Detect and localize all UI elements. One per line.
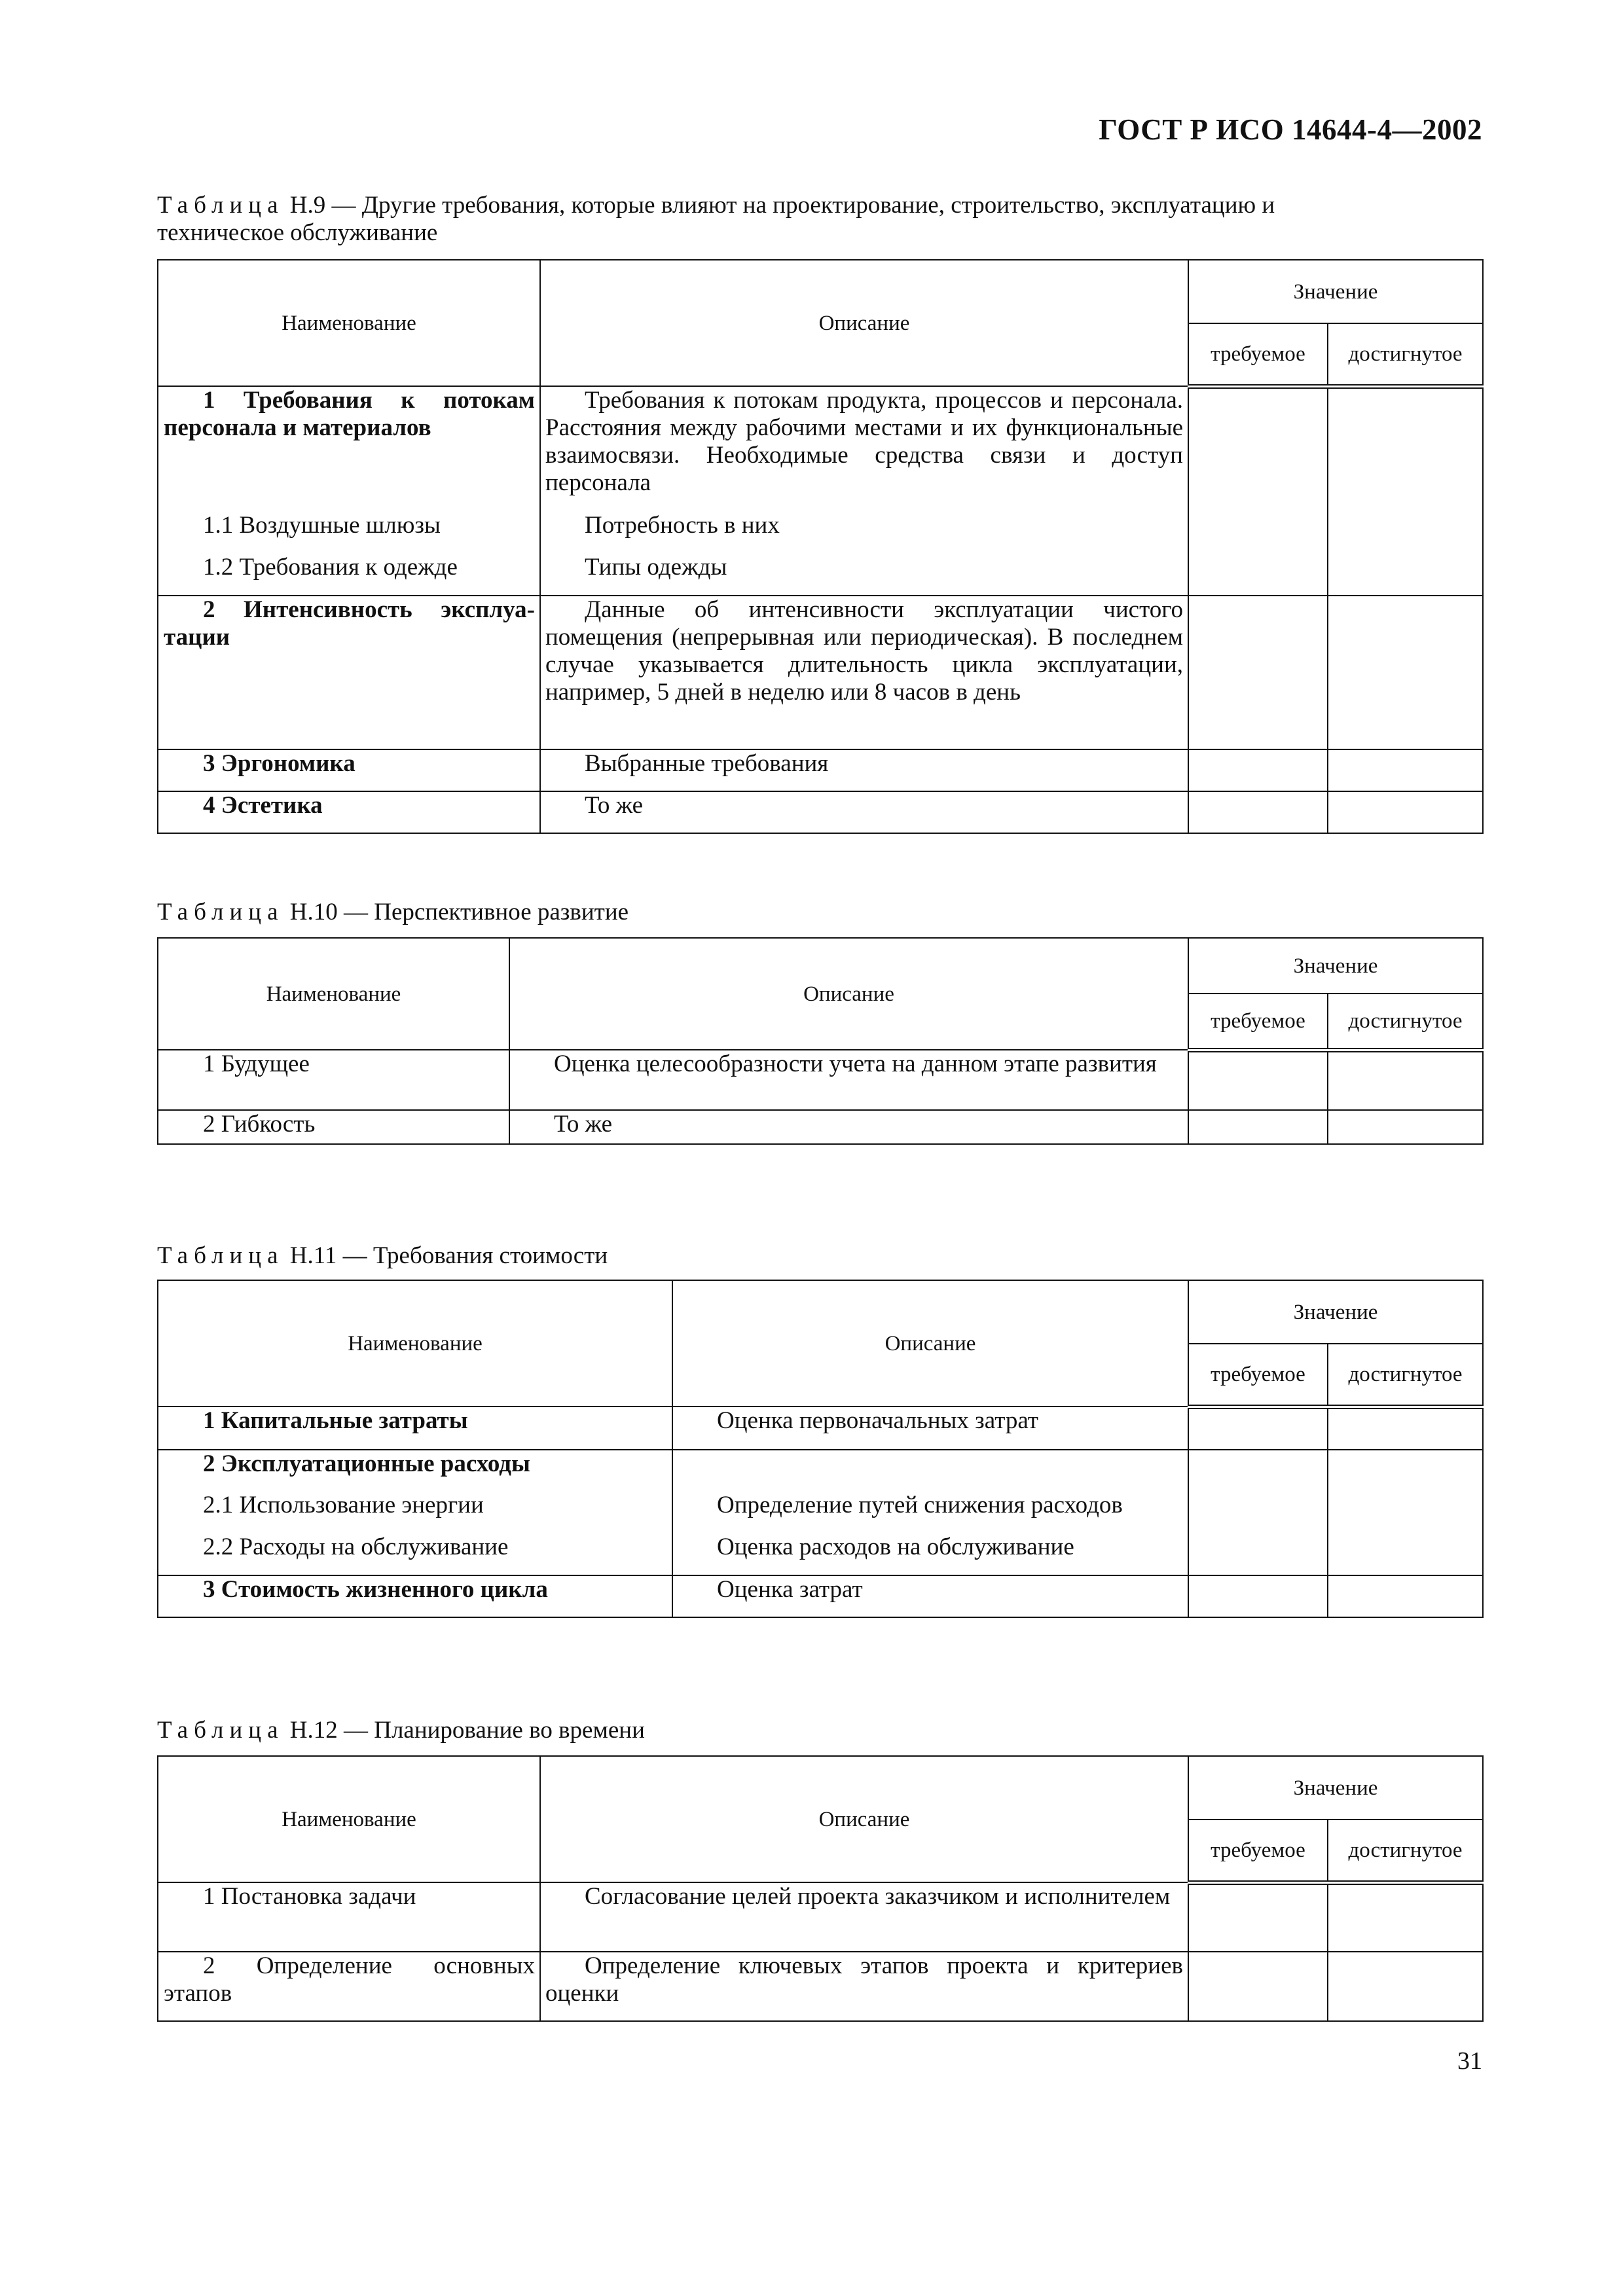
table-label: Таблица bbox=[157, 1242, 284, 1269]
table-label: Таблица bbox=[157, 192, 284, 219]
table-h11 bbox=[157, 1280, 1484, 1618]
row-description: Согласование целей проекта заказчиком и исполнителем bbox=[540, 1882, 1188, 1952]
row-name: 1 Будущее bbox=[158, 1050, 509, 1110]
cell-achieved bbox=[1328, 791, 1483, 833]
table-label: Таблица bbox=[157, 1717, 284, 1744]
row-name: 1.1 Воздушные шлюзы bbox=[158, 512, 540, 554]
cell-achieved bbox=[1328, 1407, 1483, 1450]
row-description: Выбранные требования bbox=[540, 749, 1188, 791]
header-required: требуемое bbox=[1188, 994, 1328, 1050]
cell-achieved bbox=[1328, 1882, 1483, 1952]
row-name: 2 Интенсивность эксплуа- тации bbox=[158, 596, 540, 749]
row-description: Определение ключевых этапов проекта и критериев оценки bbox=[540, 1952, 1188, 2021]
caption-text-line2: техническое обслуживание bbox=[157, 219, 438, 246]
table-row bbox=[158, 1450, 1483, 1492]
row-description: Требования к потокам продукта, процессов и персонала. Расстояния между рабочими местами и их функциональные взаимосвязи. Необходимые средства связи и доступ персонала bbox=[540, 386, 1188, 512]
header-description: Описание bbox=[540, 1756, 1188, 1882]
header-achieved: достигнутое bbox=[1328, 1344, 1483, 1407]
header-description: Описание bbox=[672, 1280, 1188, 1407]
caption-text: Н.11 — Требования стоимости bbox=[289, 1242, 608, 1269]
table-row bbox=[158, 1882, 1483, 1952]
row-description: Определение путей снижения расходов bbox=[672, 1492, 1188, 1534]
header-value: Значение bbox=[1188, 260, 1483, 323]
table-h10-caption bbox=[157, 899, 629, 926]
table-row bbox=[158, 596, 1483, 749]
row-description: Оценка затрат bbox=[672, 1575, 1188, 1617]
caption-text: Н.12 — Планирование во времени bbox=[289, 1717, 645, 1744]
cell-required bbox=[1188, 1575, 1328, 1617]
row-name: 3 Эргономика bbox=[158, 749, 540, 791]
table-row bbox=[158, 749, 1483, 791]
header-required: требуемое bbox=[1188, 323, 1328, 386]
page-number: 31 bbox=[1457, 2047, 1482, 2075]
header-description: Описание bbox=[509, 938, 1188, 1050]
table-row bbox=[158, 386, 1483, 512]
table-h11-caption bbox=[157, 1242, 608, 1270]
row-description: Оценка расходов на обслуживание bbox=[672, 1534, 1188, 1575]
table-row bbox=[158, 1110, 1483, 1144]
row-description: Оценка первоначальных затрат bbox=[672, 1407, 1188, 1450]
row-name: 2 Эксплуатационные расходы bbox=[158, 1450, 672, 1492]
cell-required bbox=[1188, 1450, 1328, 1575]
cell-required bbox=[1188, 1952, 1328, 2021]
header-achieved: достигнутое bbox=[1328, 1820, 1483, 1882]
header-required: требуемое bbox=[1188, 1820, 1328, 1882]
cell-required bbox=[1188, 1882, 1328, 1952]
row-description bbox=[672, 1450, 1188, 1492]
table-h10 bbox=[157, 937, 1484, 1145]
cell-required bbox=[1188, 791, 1328, 833]
header-name: Наименование bbox=[158, 1280, 672, 1407]
header-name: Наименование bbox=[158, 938, 509, 1050]
document-id: ГОСТ Р ИСО 14644-4—2002 bbox=[1099, 113, 1482, 146]
header-name: Наименование bbox=[158, 1756, 540, 1882]
row-description: Потребность в них bbox=[540, 512, 1188, 554]
header-required: требуемое bbox=[1188, 1344, 1328, 1407]
cell-achieved bbox=[1328, 1450, 1483, 1575]
row-description: Данные об интенсивности эксплуатации чистого помещения (непрерывная или периодическая). В последнем случае указывается длительность цикла эксплуатации, например, 5 дней в неделю или 8 часов в день bbox=[540, 596, 1188, 749]
cell-required bbox=[1188, 749, 1328, 791]
row-name: 3 Стоимость жизненного цикла bbox=[158, 1575, 672, 1617]
cell-achieved bbox=[1328, 749, 1483, 791]
row-name: 2 Гибкость bbox=[158, 1110, 509, 1144]
cell-achieved bbox=[1328, 1575, 1483, 1617]
row-name: 2.1 Использование энергии bbox=[158, 1492, 672, 1534]
row-description: То же bbox=[509, 1110, 1188, 1144]
header-value: Значение bbox=[1188, 1280, 1483, 1344]
cell-required bbox=[1188, 1110, 1328, 1144]
cell-required bbox=[1188, 1050, 1328, 1110]
header-description: Описание bbox=[540, 260, 1188, 386]
table-label: Таблица bbox=[157, 899, 284, 925]
header-value: Значение bbox=[1188, 938, 1483, 994]
table-row bbox=[158, 1407, 1483, 1450]
header-value: Значение bbox=[1188, 1756, 1483, 1820]
header-achieved: достигнутое bbox=[1328, 994, 1483, 1050]
cell-required bbox=[1188, 1407, 1328, 1450]
cell-achieved bbox=[1328, 386, 1483, 596]
cell-required bbox=[1188, 386, 1328, 596]
table-h12 bbox=[157, 1755, 1484, 2022]
cell-achieved bbox=[1328, 1050, 1483, 1110]
row-name: 2 Определение основных этапов bbox=[158, 1952, 540, 2021]
table-row bbox=[158, 791, 1483, 833]
cell-achieved bbox=[1328, 596, 1483, 749]
caption-text: Н.10 — Перспективное развитие bbox=[289, 899, 629, 925]
row-description: Типы одежды bbox=[540, 554, 1188, 596]
caption-text: Н.9 — Другие требования, которые влияют на проектирование, строительство, эксплуатацию и bbox=[289, 192, 1275, 219]
header-name: Наименование bbox=[158, 260, 540, 386]
table-row bbox=[158, 1952, 1483, 2021]
row-name: 2.2 Расходы на обслуживание bbox=[158, 1534, 672, 1575]
row-name: 1 Постановка задачи bbox=[158, 1882, 540, 1952]
row-name: 1 Капитальные затраты bbox=[158, 1407, 672, 1450]
table-h9-caption bbox=[157, 192, 1482, 247]
row-name: 4 Эстетика bbox=[158, 791, 540, 833]
cell-achieved bbox=[1328, 1952, 1483, 2021]
row-name: 1 Требования к потокам персонала и материалов bbox=[158, 386, 540, 512]
row-description: То же bbox=[540, 791, 1188, 833]
table-row bbox=[158, 1575, 1483, 1617]
table-h12-caption bbox=[157, 1717, 645, 1744]
table-h9 bbox=[157, 259, 1484, 834]
cell-achieved bbox=[1328, 1110, 1483, 1144]
header-achieved: достигнутое bbox=[1328, 323, 1483, 386]
row-name: 1.2 Требования к одежде bbox=[158, 554, 540, 596]
table-row bbox=[158, 1050, 1483, 1110]
row-description: Оценка целесообразности учета на данном этапе развития bbox=[509, 1050, 1188, 1110]
cell-required bbox=[1188, 596, 1328, 749]
